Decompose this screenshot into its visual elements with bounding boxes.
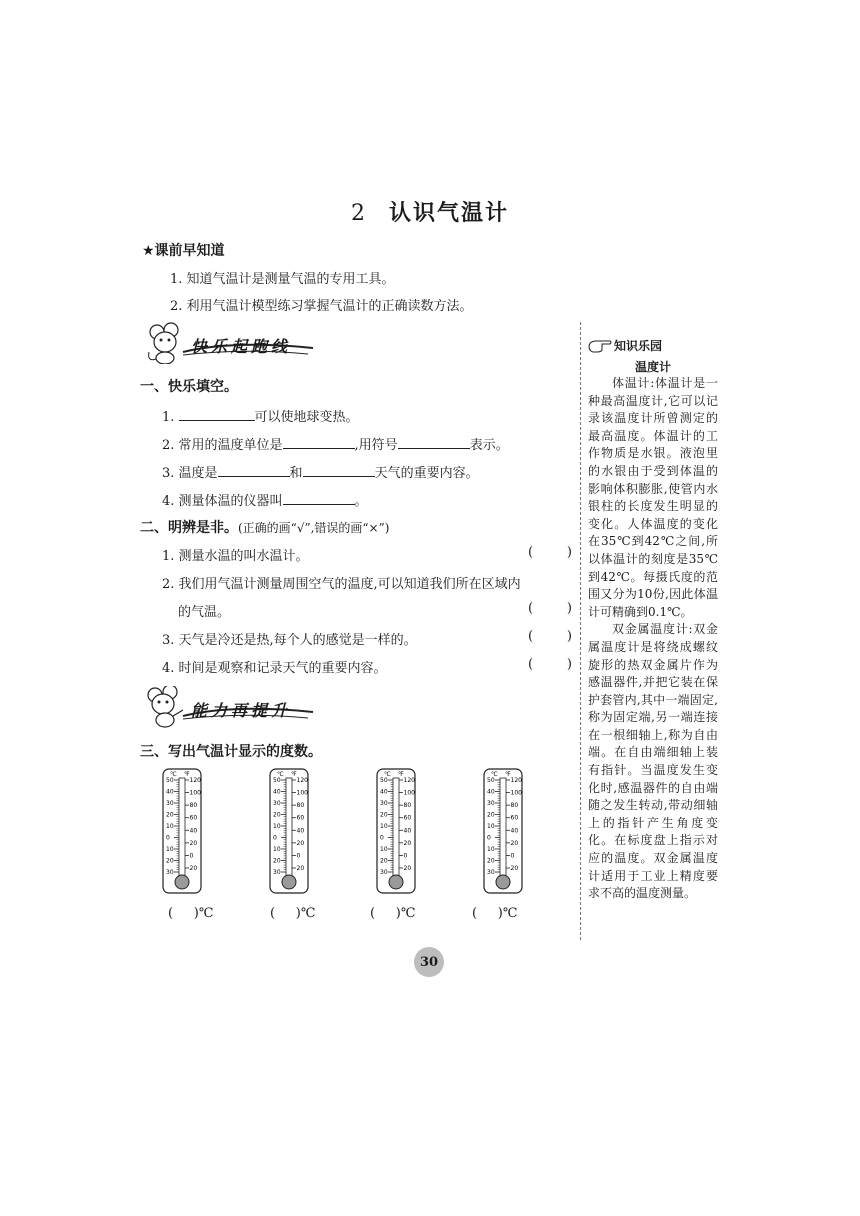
fahrenheit-tick-label: 60	[296, 814, 305, 822]
fahrenheit-tick-label: 120	[189, 777, 201, 784]
banner-happy-start	[143, 322, 318, 364]
answer-blank[interactable]	[283, 490, 355, 505]
q3-suffix: 天气的重要内容。	[374, 466, 479, 481]
knowledge-garden-subtitle: 温度计	[634, 360, 671, 374]
celsius-tick-label: 30	[487, 869, 495, 876]
celsius-tick-label: 10	[166, 846, 174, 853]
fahrenheit-tick-label: 20	[296, 839, 305, 847]
thermometer-svg	[269, 768, 309, 896]
celsius-tick-label: 40	[380, 788, 388, 796]
fahrenheit-tick-label: 40	[403, 827, 412, 835]
judge-item-1: 1. 测量水温的叫水温计。	[162, 549, 309, 564]
celsius-tick-label: 50	[487, 777, 495, 784]
fill-question-3	[162, 462, 479, 481]
celsius-tick-label: 10	[487, 846, 495, 853]
fahrenheit-unit: ℉	[398, 771, 404, 778]
judge-item-2: 2. 我们用气温计测量周围空气的温度,可以知道我们所在区域内	[162, 577, 521, 592]
fahrenheit-unit: ℉	[291, 771, 297, 778]
celsius-tick-label: 20	[487, 811, 495, 819]
celsius-tick-label: 20	[273, 857, 281, 865]
answer-parens[interactable]: ( )	[528, 657, 572, 672]
celsius-tick-label: 30	[487, 800, 495, 807]
judge-item-2-cont: 的气温。	[178, 605, 231, 620]
answer-parens[interactable]: ( )	[528, 629, 572, 644]
fahrenheit-tick-label: 120	[403, 777, 415, 784]
celsius-tick-label: 0	[273, 834, 277, 842]
thermometer	[162, 768, 202, 896]
answer-parens[interactable]: ( )	[528, 545, 572, 560]
celsius-tick-label: 20	[487, 857, 495, 865]
fahrenheit-tick-label: 100	[189, 789, 201, 797]
fahrenheit-tick-label: 80	[296, 802, 305, 810]
answer-blank[interactable]	[398, 434, 470, 449]
celsius-tick-label: 10	[380, 823, 388, 830]
fahrenheit-tick-label: 100	[510, 789, 522, 797]
temp-answer-4[interactable]: ( )℃	[472, 906, 518, 921]
celsius-tick-label: 30	[273, 869, 281, 876]
q2-suffix: 表示。	[469, 438, 509, 453]
answer-blank[interactable]	[303, 462, 375, 477]
fahrenheit-tick-label: 80	[510, 802, 519, 810]
fill-question-2	[162, 434, 509, 453]
q4-prefix: 4. 测量体温的仪器叫	[162, 494, 283, 509]
celsius-tick-label: 0	[166, 834, 170, 842]
section2-note: (正确的画“√”,错误的画“×”)	[238, 521, 390, 535]
answer-blank[interactable]	[218, 462, 290, 477]
judge-item-3: 3. 天气是冷还是热,每个人的感觉是一样的。	[162, 633, 417, 648]
fahrenheit-tick-label: 60	[189, 814, 198, 822]
celsius-unit: ℃	[277, 771, 284, 778]
banner-happy-start-text: 快乐起跑线	[191, 337, 292, 356]
thermometer-tube	[179, 778, 185, 878]
thermometer-tube	[500, 778, 506, 878]
page-number: 30	[414, 947, 444, 977]
knowledge-garden-body	[588, 375, 718, 903]
celsius-tick-label: 20	[273, 811, 281, 819]
section2-heading-text: 二、明辨是非。	[140, 520, 238, 536]
celsius-tick-label: 30	[380, 869, 388, 876]
thermometer-bulb	[282, 875, 296, 889]
fahrenheit-tick-label: 80	[189, 802, 198, 810]
fahrenheit-tick-label: 0	[510, 852, 515, 860]
q1-suffix: 可以使地球变热。	[254, 410, 359, 425]
fill-question-1	[162, 406, 359, 425]
celsius-tick-label: 20	[380, 811, 388, 819]
q1-prefix: 1.	[162, 410, 179, 425]
goal-item-2: 2. 利用气温计模型练习掌握气温计的正确读数方法。	[170, 299, 473, 314]
fahrenheit-tick-label: 20	[189, 839, 198, 847]
thermometer	[376, 768, 416, 896]
thermometer-bulb	[389, 875, 403, 889]
knowledge-garden-title: 知识乐园	[614, 339, 663, 353]
fahrenheit-tick-label: 120	[510, 777, 522, 784]
celsius-tick-label: 40	[487, 788, 495, 796]
q2-middle: ,用符号	[354, 438, 398, 453]
fahrenheit-tick-label: 60	[510, 814, 519, 822]
knowledge-garden-heading	[588, 337, 662, 354]
fahrenheit-tick-label: 100	[296, 789, 308, 797]
celsius-tick-label: 30	[380, 800, 388, 807]
celsius-tick-label: 20	[166, 857, 174, 865]
fahrenheit-tick-label: 20	[510, 865, 519, 872]
thermometer-tube	[393, 778, 399, 878]
knowledge-para-2: 双金属温度计:双金属温度计是将绕成螺纹旋形的热双金属片作为感温器件,并把它装在保护套管内,其中一端固定,称为固定端,另一端连接在一根细轴上,称为自由端。在自由端细轴上装有指针。当温度发生变化时,感温器件的自由端随之发生转动,带动细轴上的指针产生角度变化。在标度盘上指示对应的温度。双金属温度计适用于工业上精度要求不高的温度测量。	[588, 622, 718, 901]
banner-ability-up-text: 能力再提升	[191, 701, 292, 720]
fahrenheit-tick-label: 80	[403, 802, 412, 810]
thermometer	[483, 768, 523, 896]
section1-heading: 一、快乐填空。	[140, 379, 238, 395]
celsius-tick-label: 10	[487, 823, 495, 830]
page-title	[0, 196, 860, 227]
celsius-unit: ℃	[384, 771, 391, 778]
fahrenheit-tick-label: 120	[296, 777, 308, 784]
answer-blank[interactable]	[283, 434, 355, 449]
q3-prefix: 3. 温度是	[162, 466, 218, 481]
fahrenheit-tick-label: 20	[189, 865, 198, 872]
fahrenheit-tick-label: 100	[403, 789, 415, 797]
celsius-tick-label: 10	[273, 846, 281, 853]
celsius-tick-label: 50	[380, 777, 388, 784]
pointing-hand-icon	[588, 339, 612, 353]
q3-middle: 和	[289, 466, 303, 481]
celsius-tick-label: 40	[273, 788, 281, 796]
celsius-tick-label: 20	[166, 811, 174, 819]
temp-answer-2[interactable]: ( )℃	[270, 906, 316, 921]
fahrenheit-unit: ℉	[184, 771, 190, 778]
answer-blank[interactable]	[179, 406, 255, 421]
celsius-tick-label: 30	[166, 869, 174, 876]
fill-question-4	[162, 490, 368, 509]
thermometer-svg	[483, 768, 523, 896]
celsius-unit: ℃	[491, 771, 498, 778]
fahrenheit-tick-label: 0	[403, 852, 408, 860]
section2-heading	[140, 517, 389, 537]
celsius-tick-label: 50	[166, 777, 174, 784]
banner-ability-up	[143, 686, 318, 728]
fahrenheit-tick-label: 40	[189, 827, 198, 835]
thermometer-tube	[286, 778, 292, 878]
fahrenheit-tick-label: 20	[510, 839, 519, 847]
fahrenheit-tick-label: 20	[296, 865, 305, 872]
fahrenheit-tick-label: 0	[189, 852, 194, 860]
sidebar-divider	[580, 322, 581, 940]
celsius-tick-label: 10	[166, 823, 174, 830]
lesson-title: 认识气温计	[388, 200, 509, 226]
celsius-tick-label: 50	[273, 777, 281, 784]
fahrenheit-tick-label: 20	[403, 865, 412, 872]
temp-answer-1[interactable]: ( )℃	[168, 906, 214, 921]
lesson-number: 2	[350, 201, 367, 226]
fahrenheit-unit: ℉	[505, 771, 511, 778]
q2-prefix: 2. 常用的温度单位是	[162, 438, 283, 453]
q4-suffix: 。	[354, 494, 368, 509]
celsius-tick-label: 20	[380, 857, 388, 865]
celsius-tick-label: 40	[166, 788, 174, 796]
celsius-tick-label: 30	[273, 800, 281, 807]
fahrenheit-tick-label: 20	[403, 839, 412, 847]
thermometer	[269, 768, 309, 896]
answer-parens[interactable]: ( )	[528, 601, 572, 616]
thermometer-bulb	[496, 875, 510, 889]
fahrenheit-tick-label: 40	[510, 827, 519, 835]
judge-item-4: 4. 时间是观察和记录天气的重要内容。	[162, 661, 387, 676]
celsius-tick-label: 30	[166, 800, 174, 807]
knowledge-para-1: 体温计:体温计是一种最高温度计,它可以记录该温度计所曾测定的最高温度。体温计的工作物质是水银。液泡里的水银由于受到体温的影响体积膨胀,使管内水银柱的长度发生明显的变化。人体温度的变化在35℃到42℃之间,所以体温计的刻度是35℃到42℃。每摄氏度的范围又分为10份,因此体温计可精确到0.1℃。	[588, 376, 718, 619]
section3-heading: 三、写出气温计显示的度数。	[140, 744, 322, 760]
fahrenheit-tick-label: 60	[403, 814, 412, 822]
temp-answer-3[interactable]: ( )℃	[370, 906, 416, 921]
thermometer-svg	[162, 768, 202, 896]
goal-item-1: 1. 知道气温计是测量气温的专用工具。	[170, 272, 395, 287]
celsius-tick-label: 10	[273, 823, 281, 830]
fahrenheit-tick-label: 40	[296, 827, 305, 835]
celsius-tick-label: 10	[380, 846, 388, 853]
fahrenheit-tick-label: 0	[296, 852, 301, 860]
thermometer-bulb	[175, 875, 189, 889]
celsius-unit: ℃	[170, 771, 177, 778]
celsius-tick-label: 0	[380, 834, 384, 842]
pre-knowledge-heading: ★课前早知道	[142, 243, 225, 259]
thermometer-svg	[376, 768, 416, 896]
celsius-tick-label: 0	[487, 834, 491, 842]
